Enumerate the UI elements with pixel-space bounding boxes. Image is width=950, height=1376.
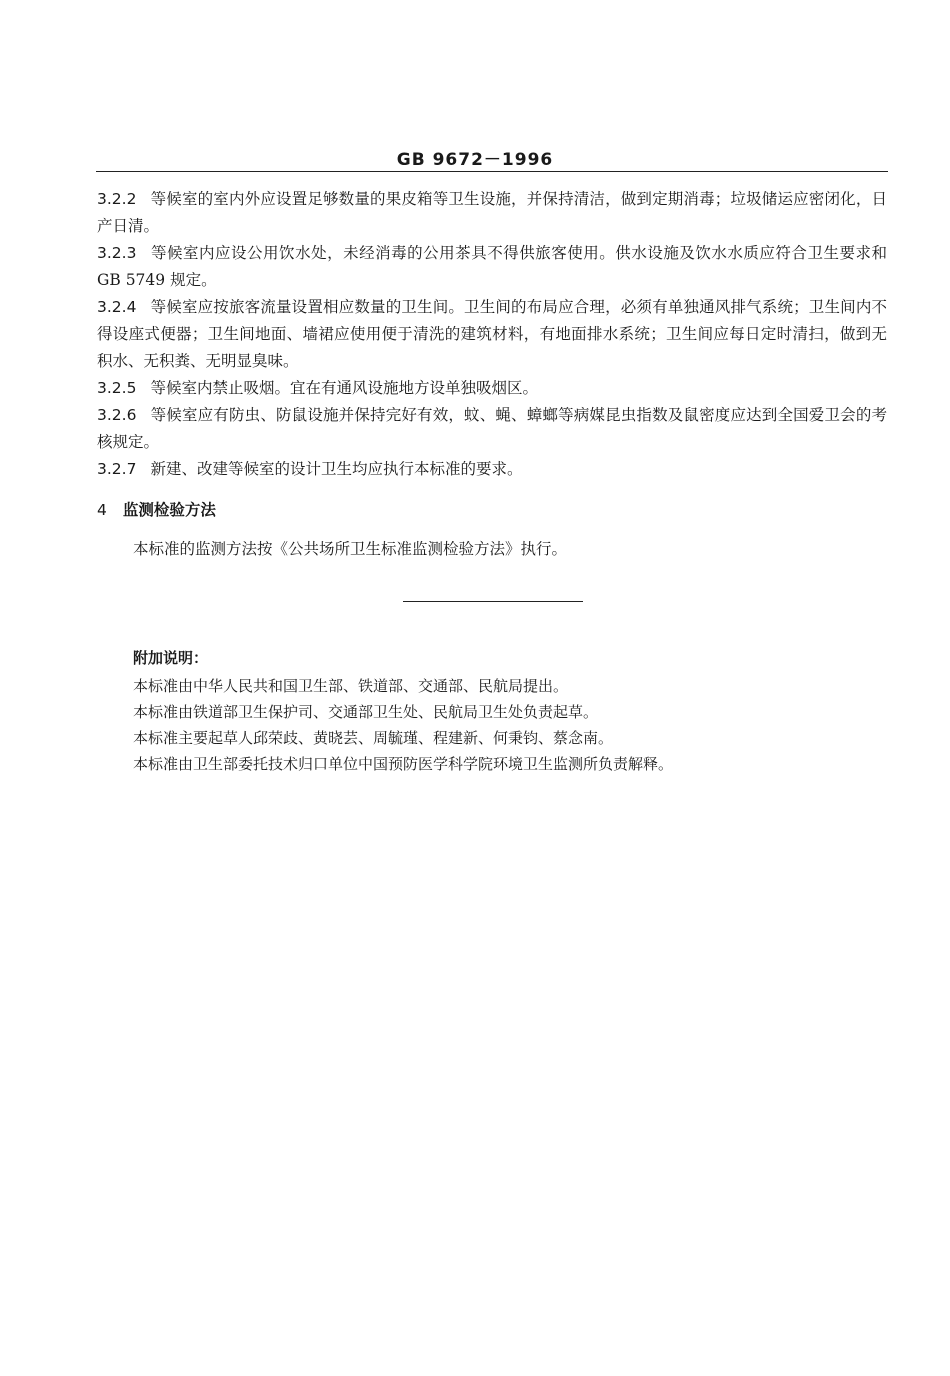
clause-text: 等候室内禁止吸烟。宜在有通风设施地方设单独吸烟区。 <box>150 379 538 397</box>
clause-number: 3.2.6 <box>97 406 137 424</box>
clause-3-2-6 <box>97 402 887 456</box>
clause-number: 3.2.5 <box>97 379 137 397</box>
clause-3-2-4 <box>97 294 887 375</box>
clause-number: 3.2.4 <box>97 298 137 316</box>
clause-3-2-2 <box>97 186 887 240</box>
end-of-standard-rule <box>403 601 583 602</box>
clause-3-2-5 <box>97 375 887 402</box>
clause-text: 等候室应有防虫、防鼠设施并保持完好有效，蚊、蝇、蟑螂等病媒昆虫指数及鼠密度应达到全国爱卫会的考核规定。 <box>97 406 887 451</box>
clause-3-2-7 <box>97 456 887 483</box>
clause-text: 等候室内应设公用饮水处，未经消毒的公用茶具不得供旅客使用。供水设施及饮水水质应符合卫生要求和 GB 5749 规定。 <box>97 244 887 289</box>
notes-line: 本标准由中华人民共和国卫生部、铁道部、交通部、民航局提出。 <box>133 677 569 695</box>
notes-line: 本标准由卫生部委托技术归口单位中国预防医学科学院环境卫生监测所负责解释。 <box>133 755 674 773</box>
clause-number: 3.2.7 <box>97 460 137 478</box>
section-4-heading <box>97 497 216 524</box>
page-header-standard-code: GB 9672－1996 <box>396 150 554 170</box>
clause-text: 新建、改建等候室的设计卫生均应执行本标准的要求。 <box>150 460 523 478</box>
section-4-body: 本标准的监测方法按《公共场所卫生标准监测检验方法》执行。 <box>133 540 568 558</box>
additional-notes-title: 附加说明： <box>133 649 209 667</box>
notes-line: 本标准主要起草人邱荣歧、黄晓芸、周毓瑾、程建新、何秉钧、蔡念南。 <box>133 729 614 747</box>
notes-line: 本标准由铁道部卫生保护司、交通部卫生处、民航局卫生处负责起草。 <box>133 703 599 721</box>
section-number: 4 <box>97 501 107 519</box>
clause-text: 等候室的室内外应设置足够数量的果皮箱等卫生设施，并保持清洁，做到定期消毒；垃圾储运应密闭化，日产日清。 <box>97 190 887 235</box>
section-title: 监测检验方法 <box>122 501 216 519</box>
clause-number: 3.2.3 <box>97 244 137 262</box>
clause-3-2-3 <box>97 240 887 294</box>
header-rule <box>96 171 888 172</box>
clause-number: 3.2.2 <box>97 190 137 208</box>
clause-text: 等候室应按旅客流量设置相应数量的卫生间。卫生间的布局应合理，必须有单独通风排气系统；卫生间内不得设座式便器；卫生间地面、墙裙应使用便于清洗的建筑材料，有地面排水系统；卫生间应每日定时清扫，做到无积水、无积粪、无明显臭味。 <box>97 298 887 370</box>
